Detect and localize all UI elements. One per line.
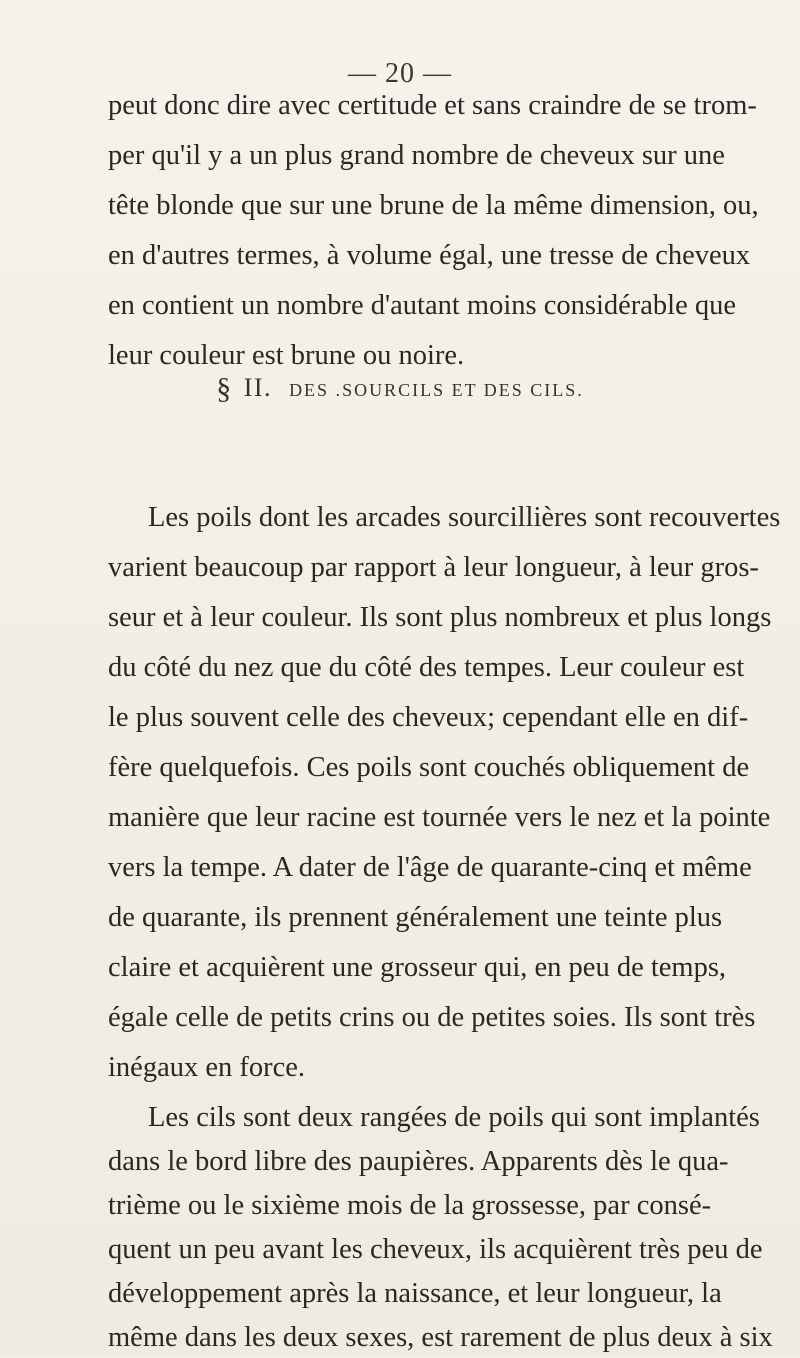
section-symbol: §	[216, 372, 233, 405]
text-line: vers la tempe. A dater de l'âge de quarante-cinq et même	[108, 852, 752, 883]
text-line: égale celle de petits crins ou de petites soies. Ils sont très	[108, 1002, 756, 1033]
text-line: le plus souvent celle des cheveux; cependant elle en dif-	[108, 702, 749, 733]
text-line: Les poils dont les arcades sourcillières sont recouvertes	[148, 502, 781, 533]
section-title: DES .SOURCILS ET DES CILS.	[289, 380, 584, 400]
section-heading	[0, 372, 800, 406]
text-line: per qu'il y a un plus grand nombre de cheveux sur une	[108, 140, 725, 171]
text-line: en contient un nombre d'autant moins considérable que	[108, 290, 737, 321]
text-line: quent un peu avant les cheveux, ils acquièrent très peu de	[108, 1234, 763, 1265]
text-line: peut donc dire avec certitude et sans craindre de se trom-	[108, 90, 757, 121]
page-number: — 20 —	[348, 58, 452, 89]
text-line: du côté du nez que du côté des tempes. Leur couleur est	[108, 652, 745, 683]
text-line: claire et acquièrent une grosseur qui, en peu de temps,	[108, 952, 727, 983]
section-number: II.	[243, 373, 273, 402]
text-line: développement après la naissance, et leur longueur, la	[108, 1278, 722, 1309]
text-line: fère quelquefois. Ces poils sont couchés obliquement de	[108, 752, 750, 783]
text-line: en d'autres termes, à volume égal, une tresse de cheveux	[108, 240, 751, 271]
text-line: même dans les deux sexes, est rarement de plus deux à six	[108, 1322, 773, 1353]
text-line: trième ou le sixième mois de la grossesse, par consé-	[108, 1190, 712, 1221]
text-line: Les cils sont deux rangées de poils qui sont implantés	[148, 1102, 760, 1133]
text-line: manière que leur racine est tournée vers le nez et la pointe	[108, 802, 771, 833]
text-line: dans le bord libre des paupières. Apparents dès le qua-	[108, 1146, 729, 1177]
text-line: de quarante, ils prennent généralement une teinte plus	[108, 902, 723, 933]
text-line: leur couleur est brune ou noire.	[108, 340, 465, 371]
text-line: seur et à leur couleur. Ils sont plus nombreux et plus longs	[108, 602, 772, 633]
text-line: varient beaucoup par rapport à leur longueur, à leur gros-	[108, 552, 759, 583]
text-line: inégaux en force.	[108, 1052, 306, 1083]
text-line: tête blonde que sur une brune de la même dimension, ou,	[108, 190, 759, 221]
